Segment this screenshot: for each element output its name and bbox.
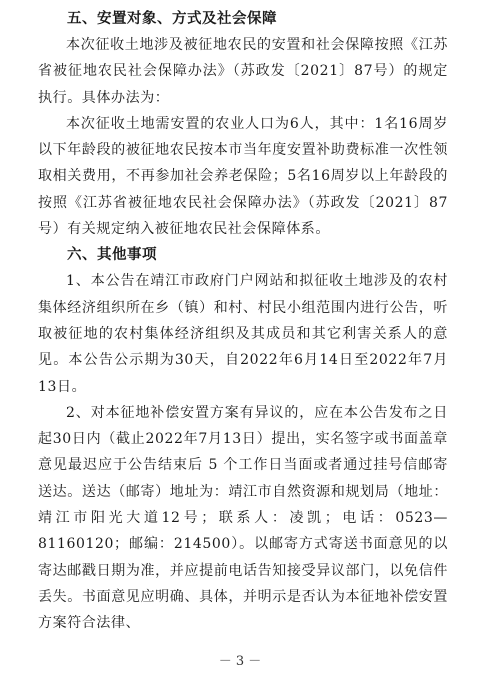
section-heading-other-matters: 六、其他事项 xyxy=(67,247,157,264)
page-number: － 3 － xyxy=(218,654,262,669)
paragraph: 2、对本征地补偿安置方案有异议的，应在本公告发布之日起30日内（截止2022年7月13日）提出，实名签字或书面盖章意见最迟应于公告结束后 5 个工作日当面或者通过挂号信邮寄送达。送达（邮寄）地址为：靖江市自然资源和规划局（地址：靖江市阳光大道12号；联系人：凌凯；电话：0523—81160120；邮编：214500）。以邮寄方式寄送书面意见的以寄达邮戳日期为准，并应提前电话告知接受异议部门，以免信件丢失。书面意见应明确、具体，并明示是否认为本征地补偿安置方案符合法律、 xyxy=(38,404,448,632)
section-heading-resettlement: 五、安置对象、方式及社会保障 xyxy=(67,11,277,27)
document-body xyxy=(38,6,448,637)
paragraph: 1、本公告在靖江市政府门户网站和拟征收土地涉及的农村集体经济组织所在乡（镇）和村、村民小组范围内进行公告，听取被征地的农村集体经济组织及其成员和其它利害关系人的意见。本公告公示期为30天，自2022年6月14日至2022年7月13日。 xyxy=(38,273,448,395)
paragraph: 本次征收土地涉及被征地农民的安置和社会保障按照《江苏省被征地农民社会保障办法》（苏政发〔2021〕87号）的规定执行。具体办法为： xyxy=(38,37,448,106)
paragraph: 本次征收土地需安置的农业人口为6人，其中：1名16周岁以下年龄段的被征地农民按本市当年度安置补助费标准一次性领取相关费用，不再参加社会养老保险；5名16周岁以上年龄段的按照《江苏省被征地农民社会保障办法》（苏政发〔2021〕87号）有关规定纳入被征地农民社会保障体系。 xyxy=(38,115,448,238)
